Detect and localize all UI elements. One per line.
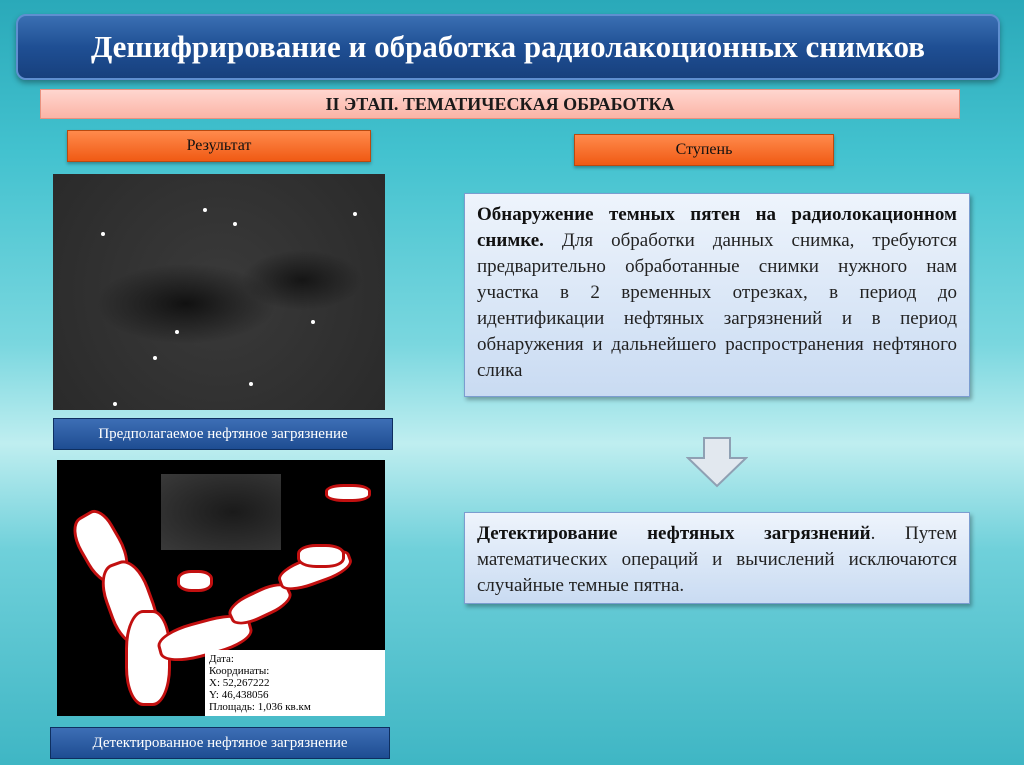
info-area: Площадь: 1,036 кв.км xyxy=(209,701,311,713)
stage-bar xyxy=(40,89,960,119)
result-label: Результат xyxy=(186,137,252,154)
detection-image xyxy=(57,460,385,716)
step-header xyxy=(574,134,834,166)
result-header xyxy=(67,130,371,162)
step2-box xyxy=(464,512,970,604)
step-label: Ступень xyxy=(675,141,733,158)
title-bar xyxy=(16,14,1000,80)
caption-detected-text: Детектированное нефтяное загрязнение xyxy=(92,734,348,751)
info-y: Y: 46,438056 xyxy=(209,689,269,701)
step2-text: . Путем математических операций и вычислений исключаются случайные темные пятна. xyxy=(477,523,958,596)
caption-suspected xyxy=(53,418,393,450)
info-box xyxy=(205,650,385,716)
info-x: X: 52,267222 xyxy=(209,677,270,689)
step1-bold: Обнаружение темных пятен на радиолокационном снимке. xyxy=(477,204,957,251)
step1-text: Для обработки данных снимка, требуются предварительно обработанные снимки нужного нам участка в 2 временных отрезках, в период до идентификации нефтяных загрязнений и в период обнаружения и дальнейшего распространения нефтяного слика xyxy=(477,230,957,381)
slide-title: Дешифрирование и обработка радиолакоционных снимков xyxy=(90,29,926,64)
inset-radar-image xyxy=(161,474,281,550)
down-arrow-icon xyxy=(686,436,748,488)
radar-image xyxy=(53,174,385,410)
step1-box xyxy=(464,193,970,397)
caption-detected xyxy=(50,727,390,759)
info-coords: Координаты: xyxy=(209,665,270,677)
step2-bold: Детектирование нефтяных загрязнений xyxy=(477,523,871,544)
info-date: Дата: xyxy=(209,653,234,665)
stage-title: II ЭТАП. ТЕМАТИЧЕСКАЯ ОБРАБОТКА xyxy=(325,93,675,114)
caption-suspected-text: Предполагаемое нефтяное загрязнение xyxy=(98,425,348,442)
